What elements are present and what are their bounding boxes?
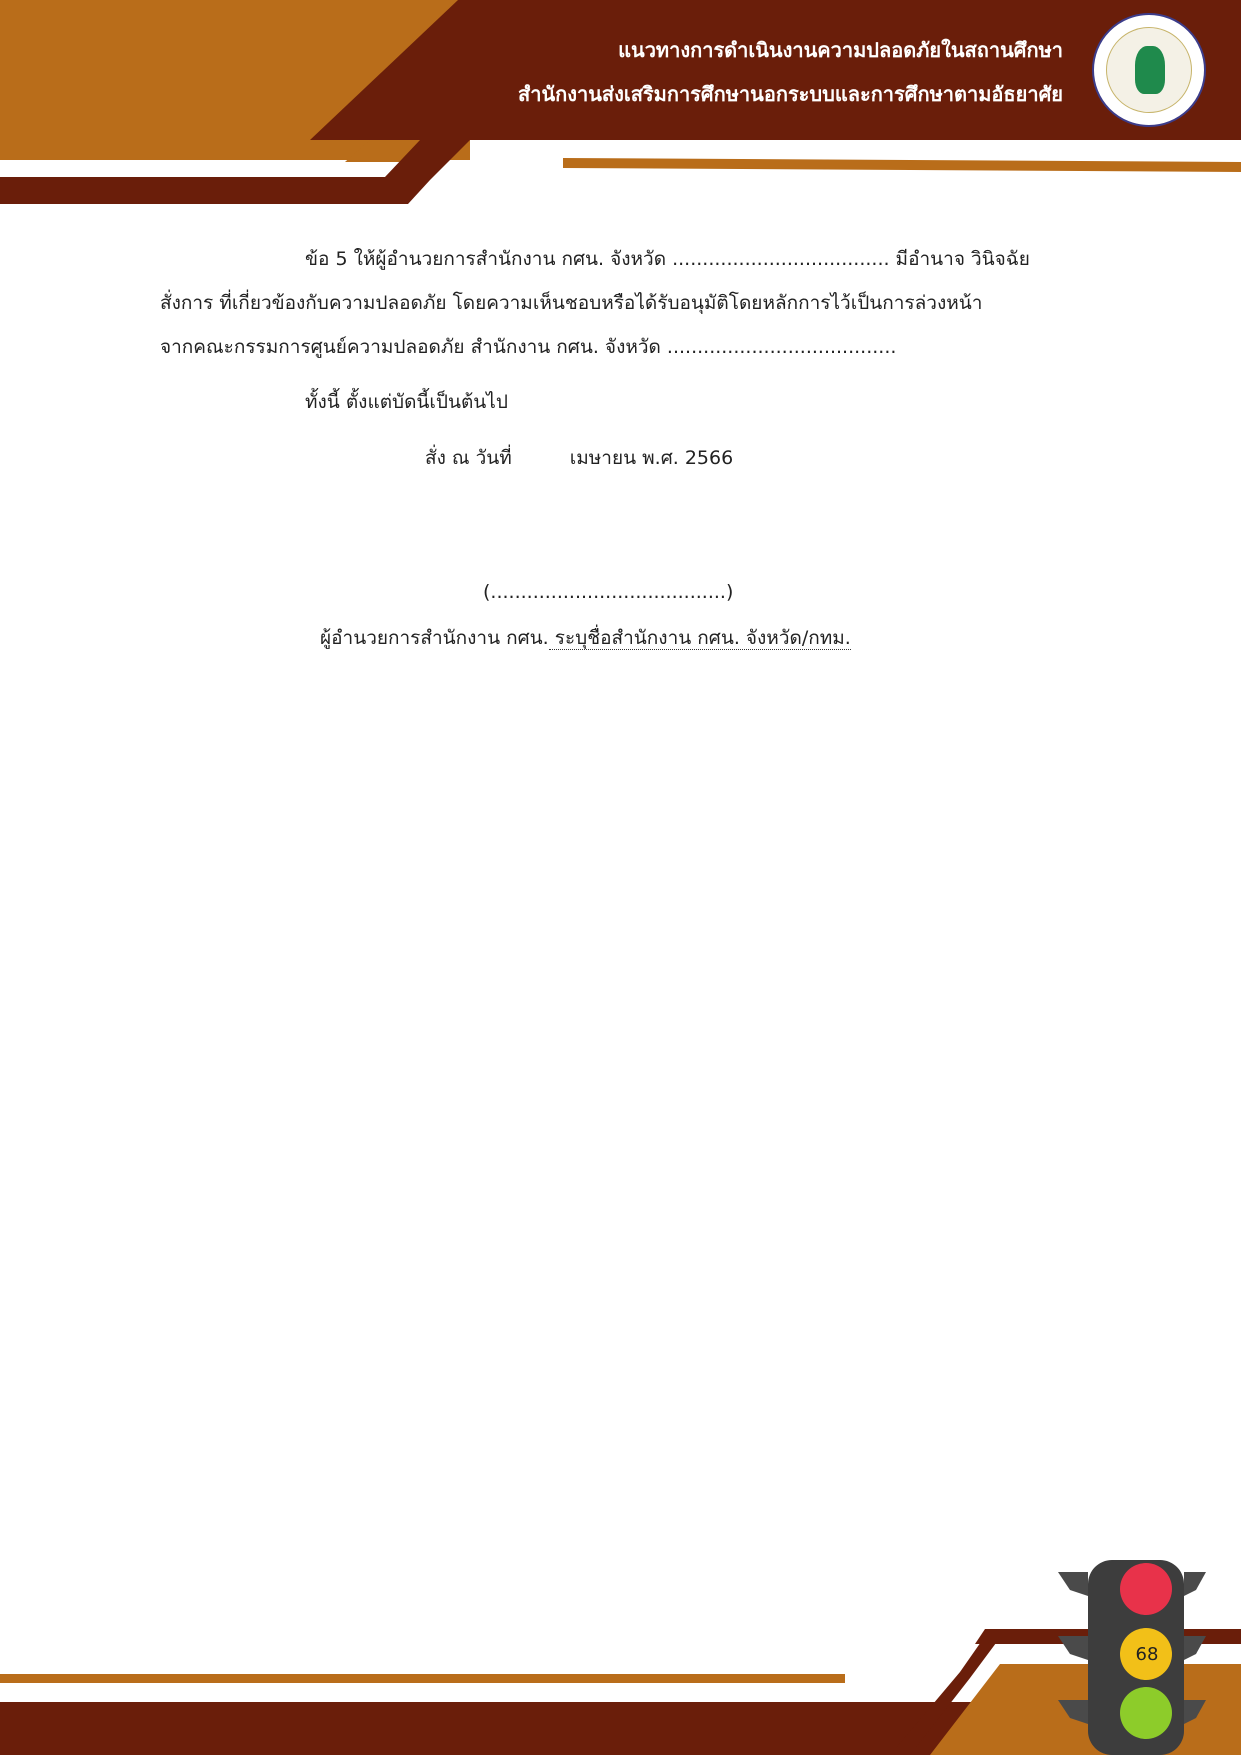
signer-title-placeholder: ระบุชื่อสำนักงาน กศน. จังหวัด/กทม. xyxy=(548,627,851,649)
clause5-line2: สั่งการ ที่เกี่ยวข้องกับความปลอดภัย โดยความเห็นชอบหรือได้รับอนุมัติโดยหลักการไว้เป็นการล่วงหน้า xyxy=(160,292,983,314)
header-subtitle: สำนักงานส่งเสริมการศึกษานอกระบบและการศึกษาตามอัธยาศัย xyxy=(518,82,1063,106)
footer-orange-stripe xyxy=(0,1674,845,1683)
ministry-seal-icon xyxy=(1092,13,1206,127)
clause5-line1: ข้อ 5 ให้ผู้อำนวยการสำนักงาน กศน. จังหวัด .................................... มีอำนาจ วินิจฉัย xyxy=(305,248,1030,270)
page-number: 68 xyxy=(1135,1644,1159,1665)
order-date-prefix: สั่ง ณ วันที่ xyxy=(425,447,512,469)
signer-title-prefix: ผู้อำนวยการสำนักงาน กศน. xyxy=(320,627,549,649)
clause5-line3: จากคณะกรรมการศูนย์ความปลอดภัย สำนักงาน กศน. จังหวัด ...................................... xyxy=(160,336,897,358)
order-date-suffix: เมษายน พ.ศ. 2566 xyxy=(569,447,734,469)
signature-line: (.......................................) xyxy=(483,581,734,603)
footer-dark-band xyxy=(0,1702,1008,1755)
signer-title xyxy=(320,616,851,660)
effective-statement: ทั้งนี้ ตั้งแต่บัดนี้เป็นต้นไป xyxy=(305,391,508,413)
order-date xyxy=(425,436,733,480)
seal-emblem xyxy=(1135,46,1165,94)
seal-inner-ring xyxy=(1106,27,1192,113)
header-orange-stripe xyxy=(563,158,1241,172)
header-title: แนวทางการดำเนินงานความปลอดภัยในสถานศึกษา xyxy=(618,38,1063,62)
